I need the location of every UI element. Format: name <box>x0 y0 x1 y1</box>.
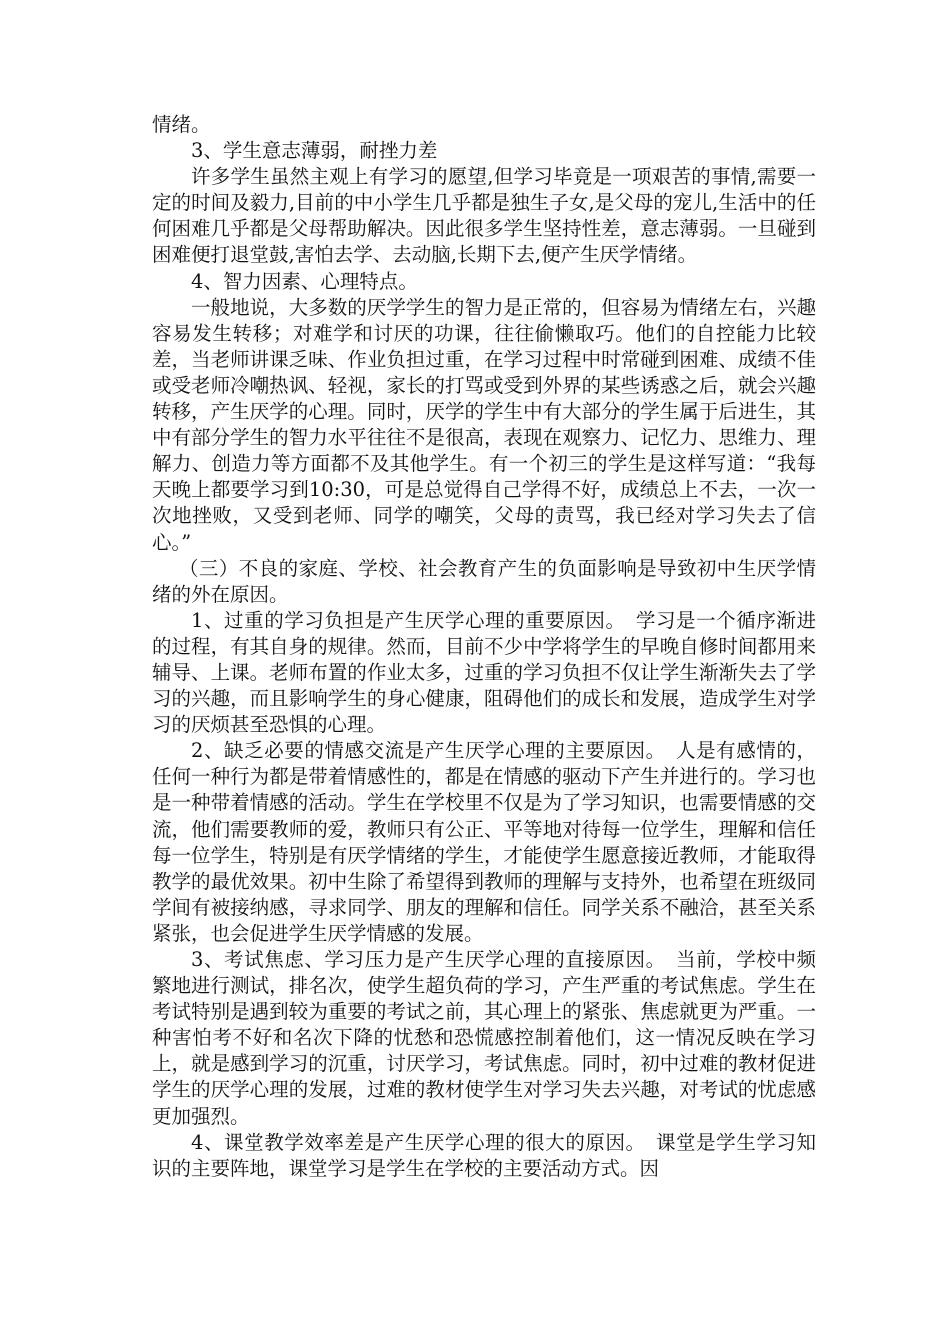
heading-willpower: 3、学生意志薄弱，耐挫力差 <box>191 139 438 163</box>
paragraph-continuation: 情绪。 <box>152 113 211 136</box>
heading-intelligence: 4、智力因素、心理特点。 <box>191 269 418 293</box>
paragraph-classroom-efficiency: 4、课堂教学效率差是产生厌学心理的很大的原因。 课堂是学生学习知识的主要阵地，课堂学习是学生在学校的主要活动方式。因 <box>152 1130 816 1180</box>
paragraph-study-burden: 1、过重的学习负担是产生厌学心理的重要原因。 学习是一个循序渐进的过程，有其自身的规律。然而，目前不少中学将学生的早晚自修时间都用来辅导、上课。老师布置的作业太多，过重的学习负担不仅让学生渐渐失去了学习的兴趣，而且影响学生的身心健康，阻碍他们的成长和发展，造成学生对学习的厌烦甚至恐惧的心理。 <box>152 608 816 737</box>
document-body <box>152 112 816 1182</box>
paragraph-intelligence: 一般地说，大多数的厌学学生的智力是正常的，但容易为情绪左右，兴趣容易发生转移；对难学和讨厌的功课，往往偷懒取巧。他们的自控能力比较差，当老师讲课乏味、作业负担过重，在学习过程中时常碰到困难、成绩不佳或受老师冷嘲热讽、轻视，家长的打骂或受到外界的某些诱惑之后，就会兴趣转移，产生厌学的心理。同时，厌学的学生中有大部分的学生属于后进生，其中有部分学生的智力水平往往不是很高，表现在观察力、记忆力、思维力、理解力、创造力等方面都不及其他学生。有一个初三的学生是这样写道：“我每天晚上都要学习到10:30，可是总觉得自己学得不好，成绩总上不去，一次一次地挫败，又受到老师、同学的嘲笑，父母的责骂，我已经对学习失去了信心。” <box>152 295 816 554</box>
paragraph-emotional-communication: 2、缺乏必要的情感交流是产生厌学心理的主要原因。 人是有感情的，任何一种行为都是带着情感性的，都是在情感的驱动下产生并进行的。学习也是一种带着情感的活动。学生在学校里不仅是为了学习知识，也需要情感的交流，他们需要教师的爱，教师只有公正、平等地对待每一位学生，理解和信任每一位学生，特别是有厌学情绪的学生，才能使学生愿意接近教师，才能取得教学的最优效果。初中生除了希望得到教师的理解与支持外，也希望在班级同学间有被接纳感，寻求同学、朋友的理解和信任。同学关系不融洽，甚至关系紧张，也会促进学生厌学情感的发展。 <box>152 739 816 945</box>
paragraph-exam-anxiety: 3、考试焦虑、学习压力是产生厌学心理的直接原因。 当前，学校中频繁地进行测试，排名次，使学生超负荷的学习，产生严重的考试焦虑。学生在考试特别是遇到较为重要的考试之前，其心理上的紧张、焦虑就更为严重。一种害怕考不好和名次下降的忧愁和恐慌感控制着他们，这一情况反映在学习上，就是感到学习的沉重，讨厌学习，考试焦虑。同时，初中过难的教材促进学生的厌学心理的发展，过难的教材使学生对学习失去兴趣，对考试的忧虑感更加强烈。 <box>152 948 816 1128</box>
section-heading-external-causes: （三）不良的家庭、学校、社会教育产生的负面影响是导致初中生厌学情绪的外在原因。 <box>152 556 816 606</box>
paragraph-willpower: 许多学生虽然主观上有学习的愿望,但学习毕竟是一项艰苦的事情,需要一定的时间及毅力,目前的中小学生几乎都是独生子女,是父母的宠儿,生活中的任何困难几乎都是父母帮助解决。因此很多学生坚持性差，意志薄弱。一旦碰到困难便打退堂鼓,害怕去学、去动脑,长期下去,便产生厌学情绪。 <box>152 165 816 267</box>
